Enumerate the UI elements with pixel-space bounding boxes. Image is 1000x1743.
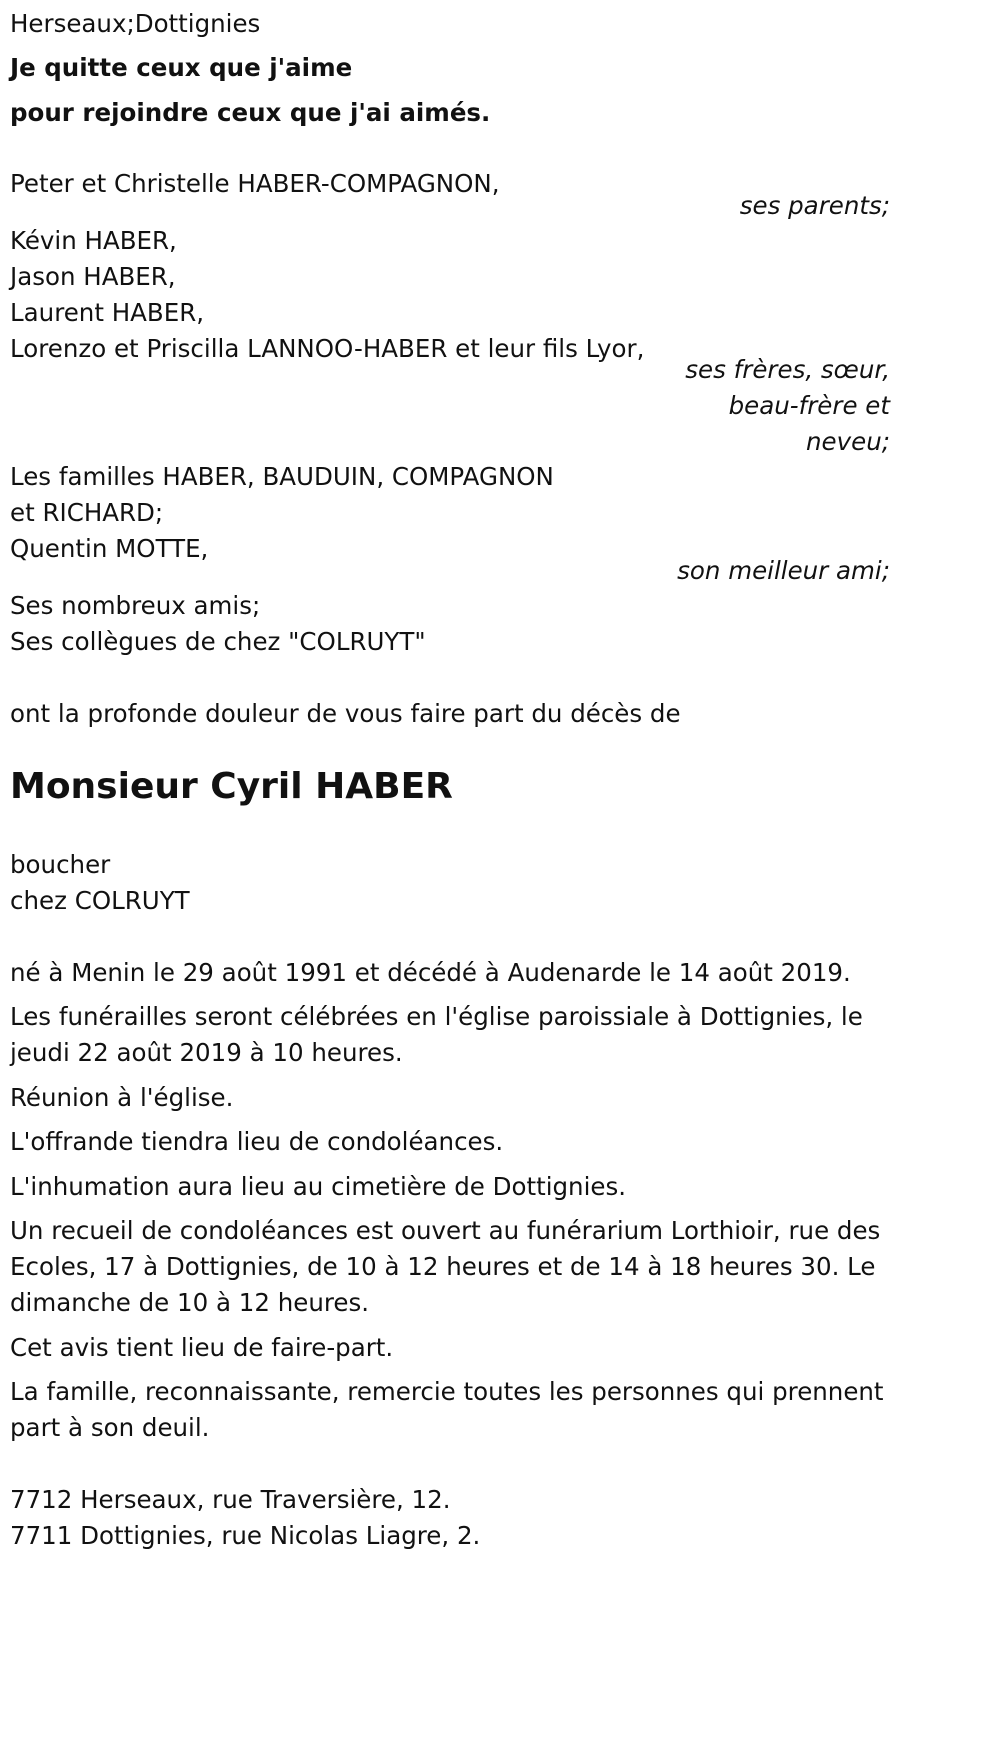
address-line-1: 7712 Herseaux, rue Traversière, 12.: [10, 1485, 451, 1514]
sibling-line-2: Jason HABER,: [10, 262, 176, 291]
detail-line-6: L'inhumation aura lieu au cimetière de Dottignies.: [10, 1172, 627, 1201]
sibling-line-1: Kévin HABER,: [10, 226, 177, 255]
siblings-role-line-3: neveu;: [806, 427, 890, 456]
detail-line-2: Les funérailles seront célébrées en l'église paroissiale à Dottignies, le: [10, 1002, 863, 1031]
sibling-line-4: Lorenzo et Priscilla LANNOO-HABER et leur fils Lyor,: [10, 334, 645, 363]
parents-role: ses parents;: [739, 191, 890, 220]
detail-line-10: Cet avis tient lieu de faire-part.: [10, 1333, 394, 1362]
detail-line-1: né à Menin le 29 août 1991 et décédé à Audenarde le 14 août 2019.: [10, 958, 851, 987]
announcement-line: ont la profonde douleur de vous faire part du décès de: [10, 699, 681, 728]
address-line-2: 7711 Dottignies, rue Nicolas Liagre, 2.: [10, 1521, 481, 1550]
best-friend-name: Quentin MOTTE,: [10, 534, 209, 563]
detail-line-4: Réunion à l'église.: [10, 1083, 234, 1112]
sibling-line-3: Laurent HABER,: [10, 298, 205, 327]
siblings-role-line-2: beau-frère et: [728, 391, 890, 420]
families-line-1: Les familles HABER, BAUDUIN, COMPAGNON: [10, 462, 554, 491]
friends-line-1: Ses nombreux amis;: [10, 591, 261, 620]
occupation-line-2: chez COLRUYT: [10, 886, 190, 915]
detail-line-11: La famille, reconnaissante, remercie toutes les personnes qui prennent: [10, 1377, 884, 1406]
epitaph-line-1: Je quitte ceux que j'aime: [10, 53, 353, 82]
location-line: Herseaux;Dottignies: [10, 9, 261, 38]
detail-line-7: Un recueil de condoléances est ouvert au funérarium Lorthioir, rue des: [10, 1216, 881, 1245]
obituary-notice: [10, 0, 890, 1743]
detail-line-5: L'offrande tiendra lieu de condoléances.: [10, 1127, 504, 1156]
detail-line-12: part à son deuil.: [10, 1413, 210, 1442]
detail-line-9: dimanche de 10 à 12 heures.: [10, 1288, 370, 1317]
best-friend-role: son meilleur ami;: [677, 556, 890, 585]
occupation-line-1: boucher: [10, 850, 111, 879]
epitaph-line-2: pour rejoindre ceux que j'ai aimés.: [10, 98, 491, 127]
detail-line-3: jeudi 22 août 2019 à 10 heures.: [10, 1038, 403, 1067]
siblings-role-line-1: ses frères, sœur,: [685, 355, 890, 384]
detail-line-8: Ecoles, 17 à Dottignies, de 10 à 12 heures et de 14 à 18 heures 30. Le: [10, 1252, 876, 1281]
parents-names: Peter et Christelle HABER-COMPAGNON,: [10, 169, 500, 198]
friends-line-2: Ses collègues de chez "COLRUYT": [10, 627, 426, 656]
deceased-name: Monsieur Cyril HABER: [10, 766, 453, 807]
families-line-2: et RICHARD;: [10, 498, 164, 527]
